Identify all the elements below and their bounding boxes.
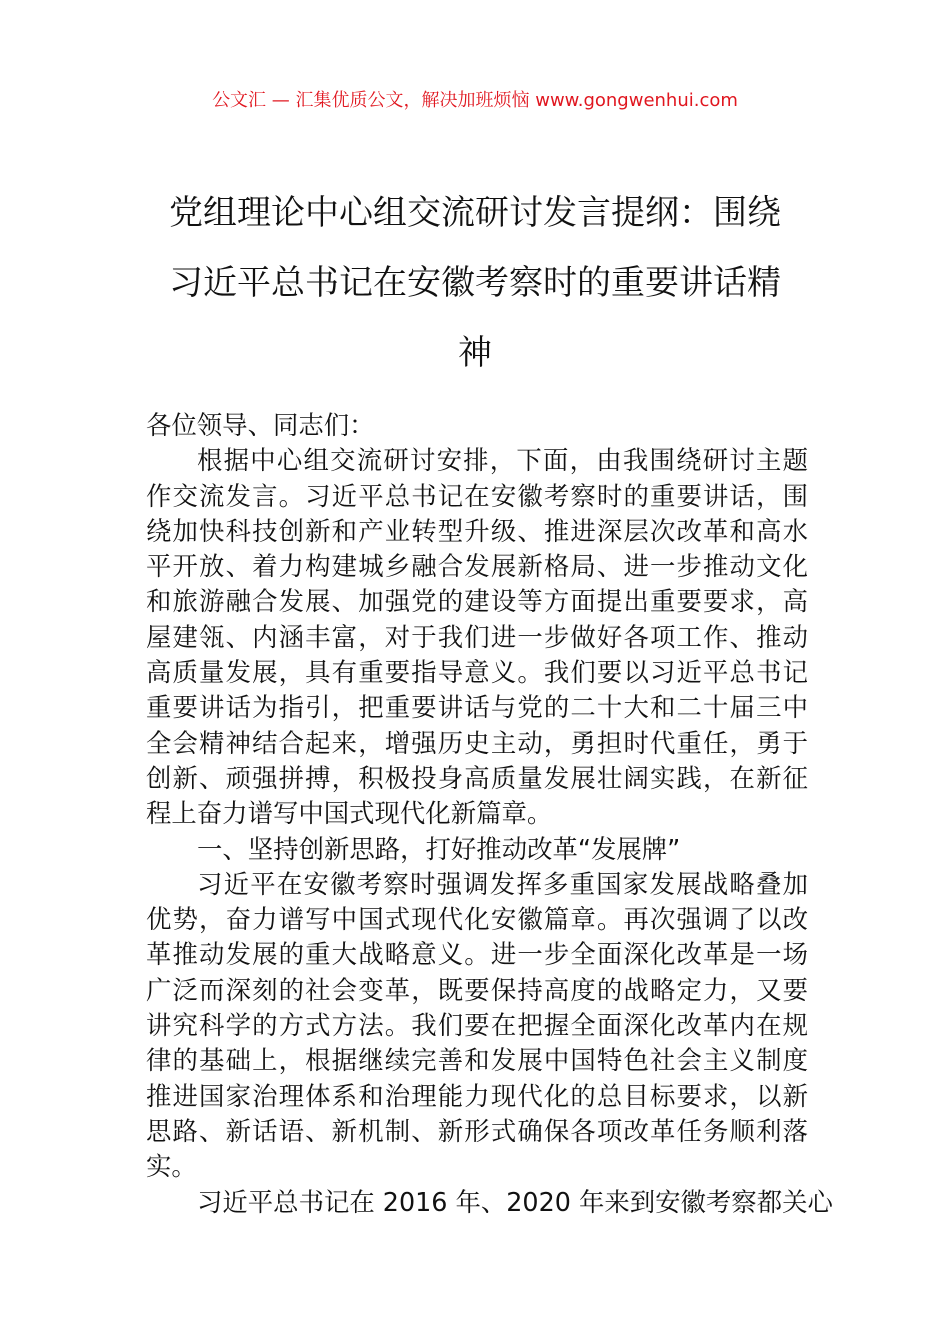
text-line: 和旅游融合发展、加强党的建设等方面提出重要要求，高	[146, 586, 808, 617]
title-line: 党组理论中心组交流研讨发言提纲：围绕	[169, 193, 781, 233]
text-line: 全会精神结合起来，增强历史主动，勇担时代重任，勇于	[146, 727, 808, 758]
text-line: 作交流发言。习近平总书记在安徽考察时的重要讲话，围	[146, 480, 808, 511]
text-line: 重要讲话为指引，把重要讲话与党的二十大和二十届三中	[146, 692, 808, 723]
text-line: 习近平总书记在 2016 年、2020 年来到安徽考察都关心	[197, 1186, 833, 1217]
paragraph-3	[146, 1185, 833, 1220]
page-title	[130, 178, 820, 388]
text-line: 推进国家治理体系和治理能力现代化的总目标要求，以新	[146, 1080, 808, 1111]
text-line: 高质量发展，具有重要指导意义。我们要以习近平总书记	[146, 657, 808, 688]
section-heading: 一、坚持创新思路，打好推动改革“发展牌”	[197, 833, 681, 864]
text-line: 绕加快科技创新和产业转型升级、推进深层次改革和高水	[146, 515, 808, 546]
title-line: 习近平总书记在安徽考察时的重要讲话精	[169, 263, 781, 303]
text-line: 优势，奋力谱写中国式现代化安徽篇章。再次强调了以改	[146, 904, 808, 935]
text-line: 实。	[146, 1151, 197, 1182]
text-line: 思路、新话语、新机制、新形式确保各项改革任务顺利落	[146, 1115, 808, 1146]
text-line: 平开放、着力构建城乡融合发展新格局、进一步推动文化	[146, 551, 808, 582]
text-line: 革推动发展的重大战略意义。进一步全面深化改革是一场	[146, 939, 808, 970]
text-line: 程上奋力谱写中国式现代化新篇章。	[146, 798, 553, 829]
title-line: 神	[458, 333, 492, 373]
text-line: 创新、顽强拼搏，积极投身高质量发展壮阔实践，在新征	[146, 762, 808, 793]
text-line: 讲究科学的方式方法。我们要在把握全面深化改革内在规	[146, 1010, 808, 1041]
text-line: 律的基础上，根据继续完善和发展中国特色社会主义制度	[146, 1045, 808, 1076]
paragraph-2	[146, 867, 808, 1185]
document-body	[146, 408, 833, 1220]
text-line: 根据中心组交流研讨安排，下面，由我围绕研讨主题	[197, 445, 808, 476]
paragraph-1	[146, 443, 808, 831]
site-header-banner: 公文汇 — 汇集优质公文，解决加班烦恼 www.gongwenhui.com	[212, 90, 738, 111]
text-line: 广泛而深刻的社会变革，既要保持高度的战略定力，又要	[146, 974, 808, 1005]
greeting: 各位领导、同志们：	[146, 410, 375, 440]
text-line: 屋建瓴、内涵丰富，对于我们进一步做好各项工作、推动	[146, 621, 808, 652]
text-line: 习近平在安徽考察时强调发挥多重国家发展战略叠加	[197, 868, 808, 899]
